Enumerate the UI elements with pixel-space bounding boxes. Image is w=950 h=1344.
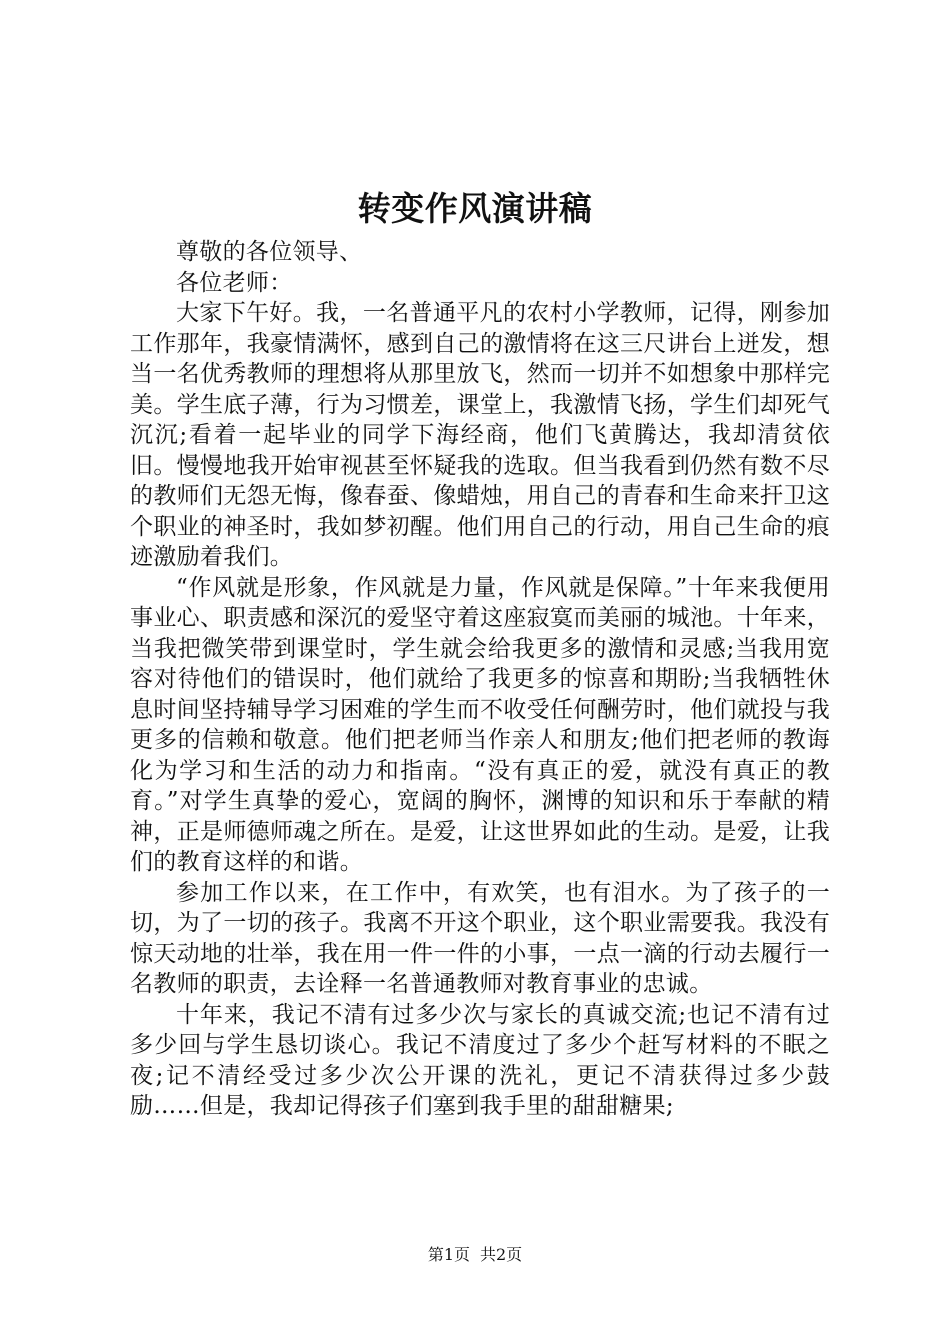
page-number: 第1页 [427, 1245, 470, 1264]
page-total: 共2页 [480, 1245, 523, 1264]
body-paragraph: 参加工作以来，在工作中，有欢笑，也有泪水。为了孩子的一切，为了一切的孩子。我离不开这个职业，这个职业需要我。我没有惊天动地的壮举，我在用一件一件的小事，一点一滴的行动去履行一名教师的职责，去诠释一名普通教师对教育事业的忠诚。 [130, 879, 830, 997]
page-footer [0, 1244, 950, 1266]
page-title: 转变作风演讲稿 [357, 189, 593, 228]
body-paragraph: 十年来，我记不清有过多少次与家长的真诚交流;也记不清有过多少回与学生恳切谈心。我记不清度过了多少个赶写材料的不眠之夜;记不清经受过多少次公开课的洗礼，更记不清获得过多少鼓励……但是，我却记得孩子们塞到我手里的甜甜糖果; [130, 1001, 830, 1119]
body-paragraph: “作风就是形象，作风就是力量，作风就是保障。”十年来我便用事业心、职责感和深沉的爱坚守着这座寂寞而美丽的城池。十年来，当我把微笑带到课堂时，学生就会给我更多的激情和灵感;当我用宽容对待他们的错误时，他们就给了我更多的惊喜和期盼;当我牺牲休息时间坚持辅导学习困难的学生而不收受任何酬劳时，他们就投与我更多的信赖和敬意。他们把老师当作亲人和朋友;他们把老师的教诲化为学习和生活的动力和指南。“没有真正的爱，就没有真正的教育。”对学生真挚的爱心，宽阔的胸怀，渊博的知识和乐于奉献的精神，正是师德师魂之所在。是爱，让这世界如此的生动。是爱，让我们的教育这样的和谐。 [130, 574, 830, 875]
body-paragraph: 大家下午好。我，一名普通平凡的农村小学教师，记得，刚参加工作那年，我豪情满怀，感到自己的激情将在这三尺讲台上迸发，想当一名优秀教师的理想将从那里放飞，然而一切并不如想象中那样完美。学生底子薄，行为习惯差，课堂上，我激情飞扬，学生们却死气沉沉;看着一起毕业的同学下海经商，他们飞黄腾达，我却清贫依旧。慢慢地我开始审视甚至怀疑我的选取。但当我看到仍然有数不尽的教师们无怨无悔，像春蚕、像蜡烛，用自己的青春和生命来扞卫这个职业的神圣时，我如梦初醒。他们用自己的行动，用自己生命的痕迹激励着我们。 [130, 300, 830, 570]
salutation-line: 尊敬的各位领导、 [176, 239, 363, 265]
document-body [130, 237, 830, 1122]
salutation-line: 各位老师： [176, 269, 293, 296]
